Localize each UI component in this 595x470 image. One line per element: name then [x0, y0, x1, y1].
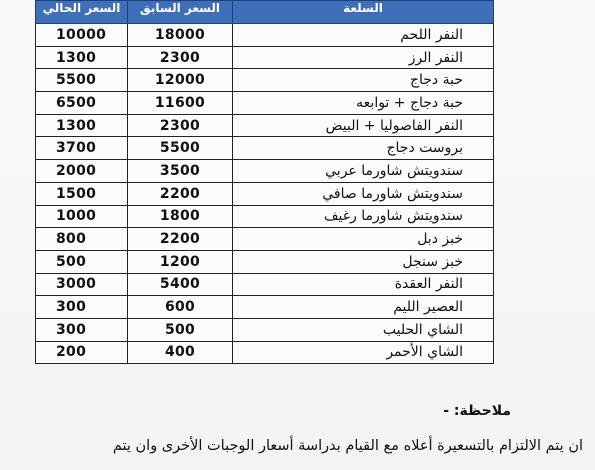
item-name-cell: الشاي الأحمر	[233, 341, 494, 364]
current-price-cell: 800	[36, 228, 128, 251]
price-table	[35, 0, 494, 364]
item-name-cell: الشاي الحليب	[233, 318, 494, 341]
table-row	[36, 182, 494, 205]
table-row	[36, 69, 494, 92]
table-row	[36, 228, 494, 251]
current-price-cell: 300	[36, 296, 128, 319]
previous-price-cell: 12000	[128, 69, 233, 92]
item-name-cell: حبة دجاج + توابعه	[233, 92, 494, 115]
item-name-cell: حبة دجاج	[233, 69, 494, 92]
header-item: السلعة	[233, 1, 494, 24]
table-row	[36, 46, 494, 69]
current-price-cell: 1300	[36, 46, 128, 69]
previous-price-cell: 5500	[128, 137, 233, 160]
item-name-cell: النفر الفاصوليا + البيض	[233, 114, 494, 137]
current-price-cell: 500	[36, 250, 128, 273]
table-row	[36, 296, 494, 319]
previous-price-cell: 500	[128, 318, 233, 341]
previous-price-cell: 18000	[128, 24, 233, 47]
previous-price-cell: 600	[128, 296, 233, 319]
note-body: ان يتم الالتزام بالتسعيرة أعلاه مع القيام بدراسة أسعار الوجبات الأخرى وان يتم	[112, 438, 583, 454]
table-row	[36, 250, 494, 273]
current-price-cell: 300	[36, 318, 128, 341]
item-name-cell: النفر العقدة	[233, 273, 494, 296]
item-name-cell: سندويتش شاورما رغيف	[233, 205, 494, 228]
item-name-cell: النفر اللحم	[233, 24, 494, 47]
item-name-cell: سندويتش شاورما صافي	[233, 182, 494, 205]
item-name-cell: خبز دبل	[233, 228, 494, 251]
header-previous-price: السعر السابق	[128, 1, 233, 24]
previous-price-cell: 2300	[128, 46, 233, 69]
current-price-cell: 3700	[36, 137, 128, 160]
item-name-cell: العصير الليم	[233, 296, 494, 319]
header-current-price: السعر الحالي	[36, 1, 128, 24]
current-price-cell: 10000	[36, 24, 128, 47]
previous-price-cell: 11600	[128, 92, 233, 115]
current-price-cell: 2000	[36, 160, 128, 183]
item-name-cell: النفر الرز	[233, 46, 494, 69]
table-row	[36, 205, 494, 228]
table-header-row	[36, 1, 494, 24]
table-row	[36, 341, 494, 364]
table-row	[36, 92, 494, 115]
table-body	[36, 24, 494, 364]
item-name-cell: سندويتش شاورما عربي	[233, 160, 494, 183]
item-name-cell: خبز سنجل	[233, 250, 494, 273]
previous-price-cell: 1200	[128, 250, 233, 273]
table-row	[36, 24, 494, 47]
table-row	[36, 137, 494, 160]
current-price-cell: 6500	[36, 92, 128, 115]
previous-price-cell: 400	[128, 341, 233, 364]
table-row	[36, 114, 494, 137]
previous-price-cell: 2200	[128, 182, 233, 205]
previous-price-cell: 1800	[128, 205, 233, 228]
table-row	[36, 318, 494, 341]
note-title: ملاحظة: -	[443, 403, 511, 419]
current-price-cell: 5500	[36, 69, 128, 92]
previous-price-cell: 2200	[128, 228, 233, 251]
current-price-cell: 200	[36, 341, 128, 364]
previous-price-cell: 2300	[128, 114, 233, 137]
current-price-cell: 1500	[36, 182, 128, 205]
item-name-cell: بروست دجاج	[233, 137, 494, 160]
current-price-cell: 1000	[36, 205, 128, 228]
previous-price-cell: 3500	[128, 160, 233, 183]
previous-price-cell: 5400	[128, 273, 233, 296]
current-price-cell: 1300	[36, 114, 128, 137]
current-price-cell: 3000	[36, 273, 128, 296]
table-row	[36, 273, 494, 296]
table-row	[36, 160, 494, 183]
